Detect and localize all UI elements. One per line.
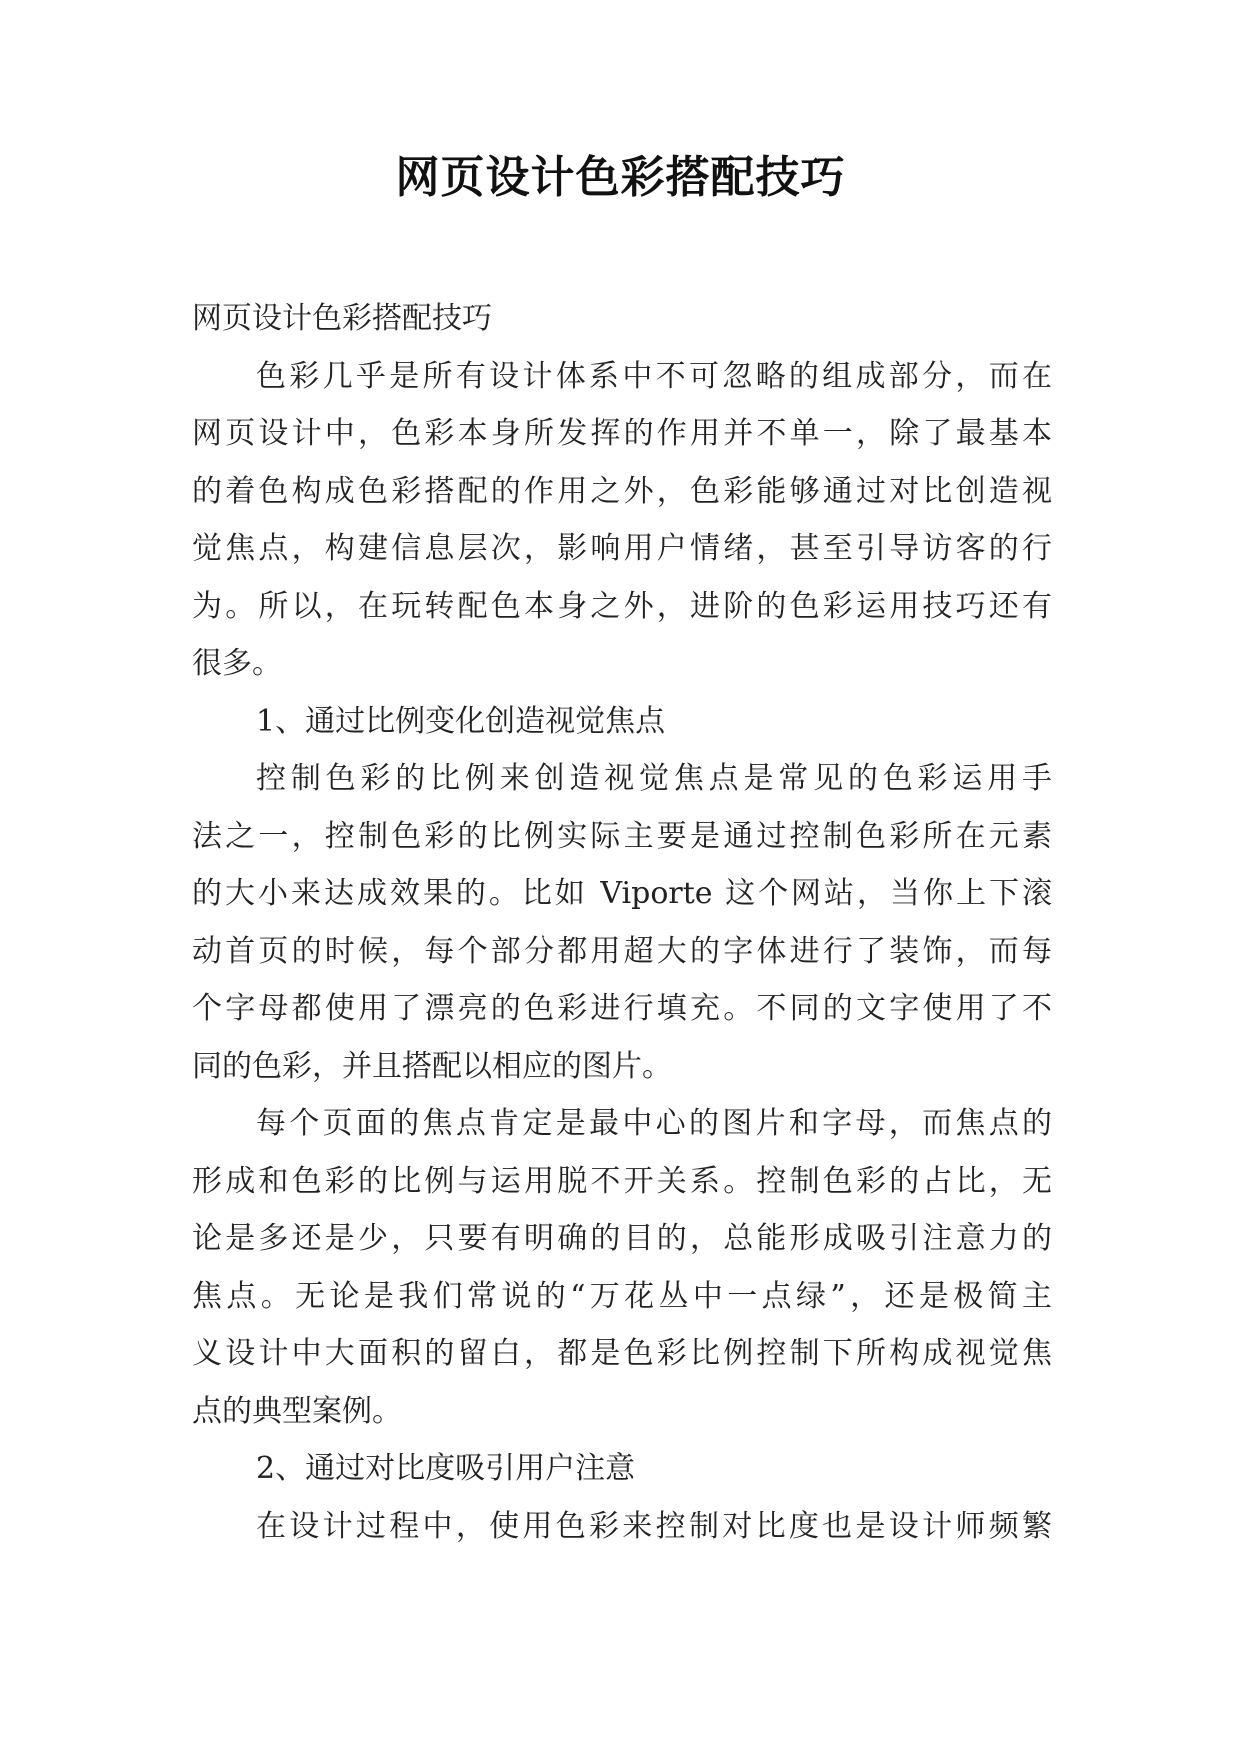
paragraph-line: 色彩几乎是所有设计体系中不可忽略的组成部分，而在 <box>256 358 1052 394</box>
paragraph-line: 网页设计中，色彩本身所发挥的作用并不单一，除了最基本 <box>192 416 1052 451</box>
paragraph-line: 每个页面的焦点肯定是最中心的图片和字母，而焦点的 <box>256 1106 1052 1141</box>
paragraph-line: 法之一，控制色彩的比例实际主要是通过控制色彩所在元素 <box>192 818 1052 854</box>
paragraph-line: 动首页的时候，每个部分都用超大的字体进行了装饰，而每 <box>192 933 1052 969</box>
paragraph-line: 控制色彩的比例来创造视觉焦点是常见的色彩运用手 <box>256 761 1052 796</box>
paragraph-line: 论是多还是少，只要有明确的目的，总能形成吸引注意力的 <box>192 1221 1052 1256</box>
document-title: 网页设计色彩搭配技巧 <box>395 152 846 203</box>
paragraph-line: 形成和色彩的比例与运用脱不开关系。控制色彩的占比，无 <box>192 1163 1052 1199</box>
subtitle-line: 网页设计色彩搭配技巧 <box>192 301 492 336</box>
paragraph-line: 的大小来达成效果的。比如 Viporte 这个网站，当你上下滚 <box>192 876 1052 911</box>
document-body <box>192 290 1052 1555</box>
paragraph-line: 很多。 <box>192 646 282 681</box>
paragraph-line: 个字母都使用了漂亮的色彩进行填充。不同的文字使用了不 <box>192 991 1052 1026</box>
paragraph-line: 同的色彩，并且搭配以相应的图片。 <box>192 1048 672 1084</box>
section-heading: 1、通过比例变化创造视觉焦点 <box>256 703 666 739</box>
paragraph-line: 义设计中大面积的留白，都是色彩比例控制下所构成视觉焦 <box>192 1336 1052 1371</box>
section-heading: 2、通过对比度吸引用户注意 <box>256 1451 636 1486</box>
paragraph-line: 的着色构成色彩搭配的作用之外，色彩能够通过对比创造视 <box>192 473 1052 509</box>
paragraph-line: 点的典型案例。 <box>192 1393 402 1429</box>
paragraph-line: 为。所以，在玩转配色本身之外，进阶的色彩运用技巧还有 <box>192 588 1052 624</box>
paragraph-line: 觉焦点，构建信息层次，影响用户情绪，甚至引导访客的行 <box>192 531 1052 566</box>
paragraph-line: 焦点。无论是我们常说的“万花丛中一点绿”，还是极简主 <box>192 1278 1052 1314</box>
paragraph-line: 在设计过程中，使用色彩来控制对比度也是设计师频繁 <box>256 1508 1052 1544</box>
